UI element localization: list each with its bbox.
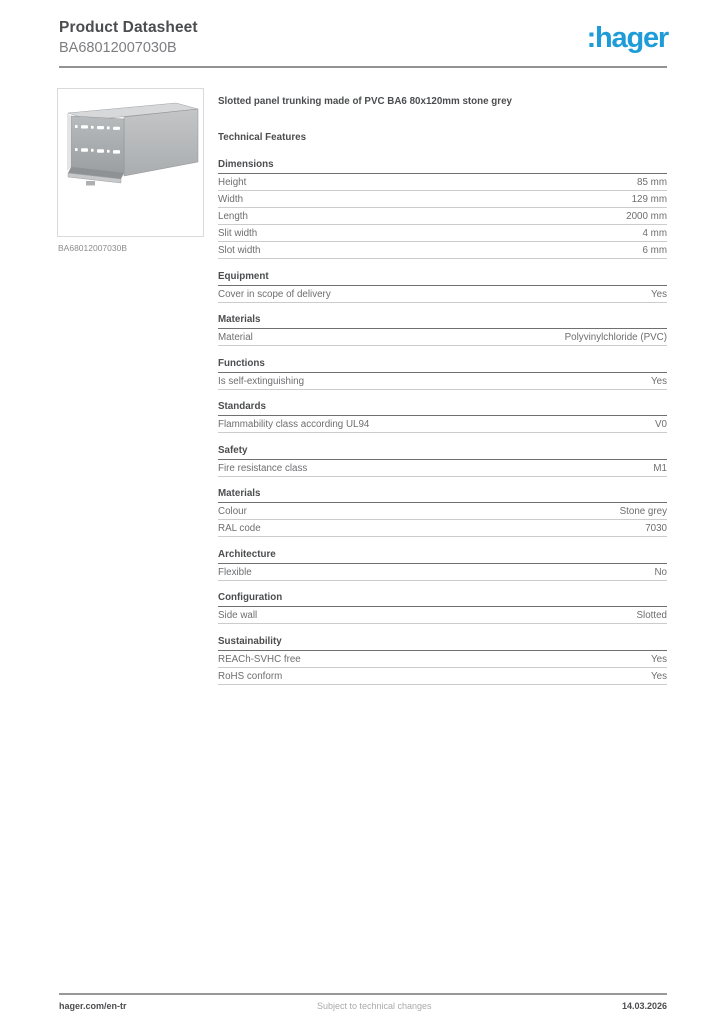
section-title: Configuration [218,590,667,607]
spec-value: 6 mm [642,245,667,256]
spec-row [218,191,667,208]
spec-section [218,590,667,624]
spec-value: 2000 mm [626,211,667,222]
product-image-caption: BA68012007030B [58,243,128,253]
footer [59,1001,667,1011]
spec-value: 129 mm [631,194,667,205]
spec-label: Width [218,194,244,205]
spec-label: RoHS conform [218,670,283,682]
spec-row [218,564,667,581]
spec-value: Yes [651,375,667,387]
page-title: Product Datasheet [59,19,198,36]
spec-row [218,668,667,685]
spec-section [218,486,667,537]
section-title: Materials [218,312,667,329]
spec-row [218,208,667,225]
spec-label: Side wall [218,610,258,621]
spec-row [218,503,667,520]
section-rows [218,651,667,685]
product-title: Slotted panel trunking made of PVC BA6 80x120mm stone grey [218,96,512,107]
section-rows [218,564,667,581]
section-title: Standards [218,399,667,416]
spec-section [218,157,667,259]
spec-value: Yes [651,670,667,682]
footer-divider [59,993,667,995]
spec-row [218,460,667,477]
technical-features-heading: Technical Features [218,132,307,143]
spec-sections [218,157,667,685]
spec-value: V0 [655,419,667,430]
spec-section [218,443,667,477]
spec-value: Stone grey [619,506,667,517]
footer-date: 14.03.2026 [621,1001,667,1011]
spec-label: Flexible [218,566,252,578]
spec-row [218,651,667,668]
spec-section [218,356,667,390]
spec-value: Yes [651,288,667,300]
section-title: Sustainability [218,634,667,651]
spec-row [218,286,667,303]
spec-label: Cover in scope of delivery [218,288,331,300]
spec-section [218,634,667,685]
section-rows [218,416,667,433]
spec-label: Flammability class according UL94 [218,419,370,430]
section-rows [218,460,667,477]
section-rows [218,329,667,346]
section-title: Equipment [218,269,667,286]
spec-row [218,225,667,242]
footer-note: Subject to technical changes [316,1001,432,1011]
spec-label: Material [218,332,253,343]
product-reference: BA68012007030B [59,40,177,56]
spec-row [218,520,667,537]
section-title: Safety [218,443,667,460]
spec-label: RAL code [218,523,261,534]
spec-value: 7030 [645,523,667,534]
spec-value: M1 [653,462,667,474]
spec-value: Yes [651,653,667,665]
section-rows [218,174,667,259]
section-title: Architecture [218,547,667,564]
spec-label: Length [218,211,248,222]
section-rows [218,286,667,303]
spec-section [218,312,667,346]
spec-label: Slot width [218,245,261,256]
header [59,19,198,56]
section-rows [218,607,667,624]
section-rows [218,373,667,390]
spec-value: 85 mm [637,177,667,188]
spec-row [218,607,667,624]
spec-value: Polyvinylchloride (PVC) [564,332,667,343]
spec-label: Is self-extinguishing [218,375,305,387]
specs-column [218,96,667,694]
spec-label: REACh-SVHC free [218,653,301,665]
spec-row [218,416,667,433]
footer-url[interactable]: hager.com/en-tr [59,1001,127,1011]
spec-section [218,399,667,433]
spec-row [218,329,667,346]
spec-value: Slotted [636,610,667,621]
section-title: Functions [218,356,667,373]
spec-row [218,373,667,390]
spec-label: Slit width [218,228,258,239]
product-image-frame [57,88,204,237]
header-divider [59,66,667,68]
spec-label: Height [218,177,247,188]
hager-logo: :hager [586,22,668,54]
spec-row [218,242,667,259]
spec-value: 4 mm [642,228,667,239]
spec-value: No [654,566,667,578]
spec-label: Fire resistance class [218,462,308,474]
spec-row [218,174,667,191]
spec-label: Colour [218,506,247,517]
trunking-product-image [58,89,203,236]
spec-section [218,269,667,303]
section-title: Dimensions [218,157,667,174]
section-title: Materials [218,486,667,503]
section-rows [218,503,667,537]
spec-section [218,547,667,581]
